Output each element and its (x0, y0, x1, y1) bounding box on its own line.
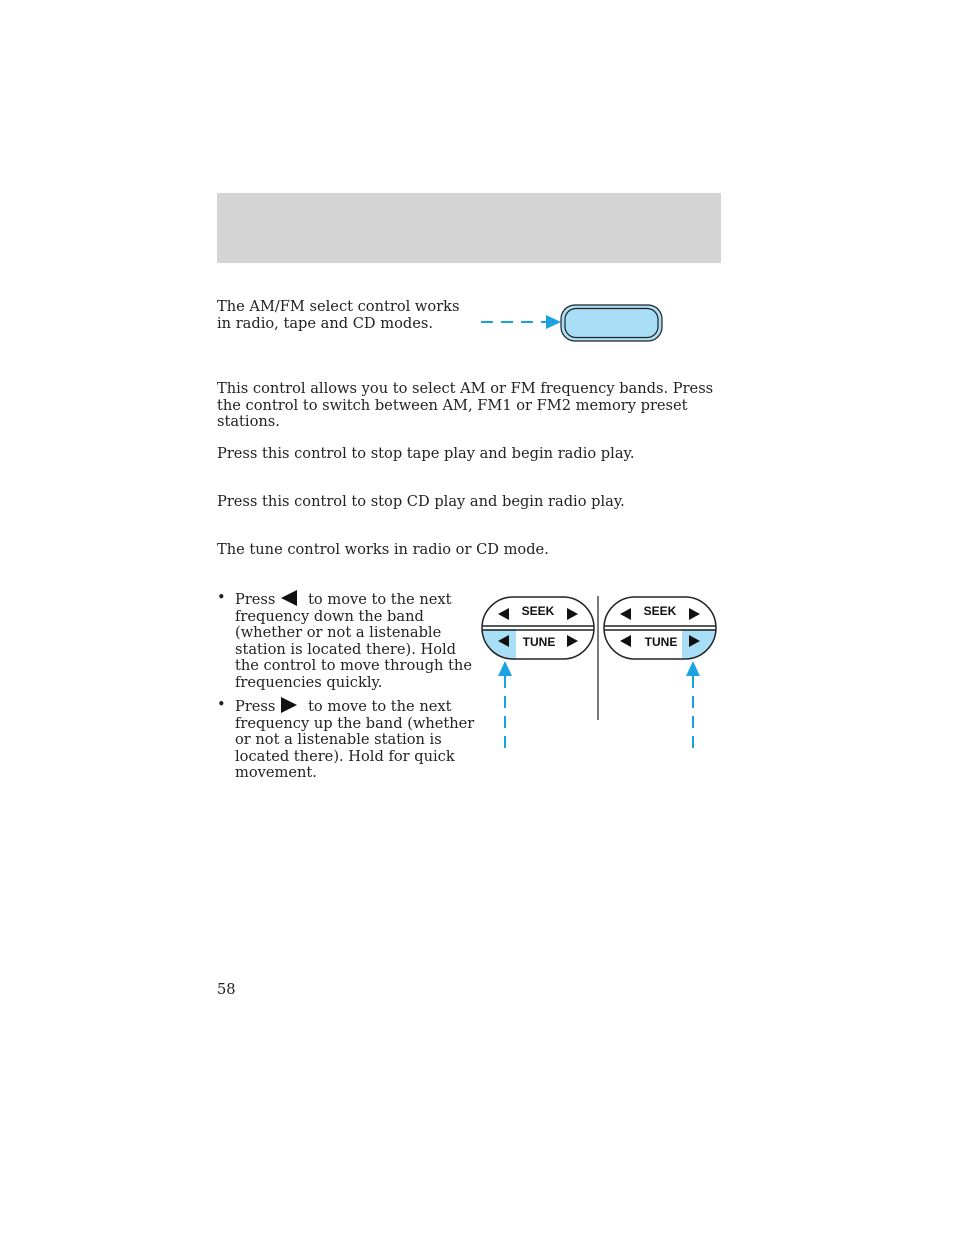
seek-tune-panel-left (482, 597, 594, 659)
amfm-pointer-arrow (481, 315, 561, 329)
list-item: • Press to move to the next frequency up the band (whether or not a listenable station is located there). Hold for quick movement. (217, 696, 475, 781)
bullet-prefix: Press (235, 591, 276, 608)
cd-note-text: Press this control to stop CD play and begin radio play. (217, 493, 625, 510)
tune-up-pointer-arrow (686, 661, 700, 750)
bullet-text: to move to the next frequency up the band (whether or not a listenable station is located there). Hold for quick movement. (235, 698, 475, 781)
page-number: 58 (217, 981, 236, 998)
list-item: • Press to move to the next frequency down the band (whether or not a listenable station is located there). Hold the control to move through the frequencies quickly. (217, 589, 472, 691)
seek-tune-panel-right (604, 597, 716, 659)
tune-down-pointer-arrow (498, 661, 512, 750)
amfm-select-button[interactable] (561, 305, 662, 341)
tape-note-text: Press this control to stop tape play and begin radio play. (217, 445, 635, 462)
amfm-intro-text: The AM/FM select control works in radio, tape and CD modes. (217, 298, 460, 332)
seek-label-left: SEEK (521, 604, 555, 618)
tune-label-left: TUNE (522, 635, 556, 649)
seek-label-right: SEEK (643, 604, 677, 618)
tune-intro-text: The tune control works in radio or CD mode. (217, 541, 549, 558)
bullet-prefix: Press (235, 698, 276, 715)
amfm-description-text: This control allows you to select AM or FM frequency bands. Press the control to switch between AM, FM1 or FM2 memory preset stations. (217, 380, 714, 430)
bullet-text: to move to the next frequency down the band (whether or not a listenable station is located there). Hold the control to move through the frequencies quickly. (235, 591, 472, 691)
tune-label-right: TUNE (644, 635, 678, 649)
